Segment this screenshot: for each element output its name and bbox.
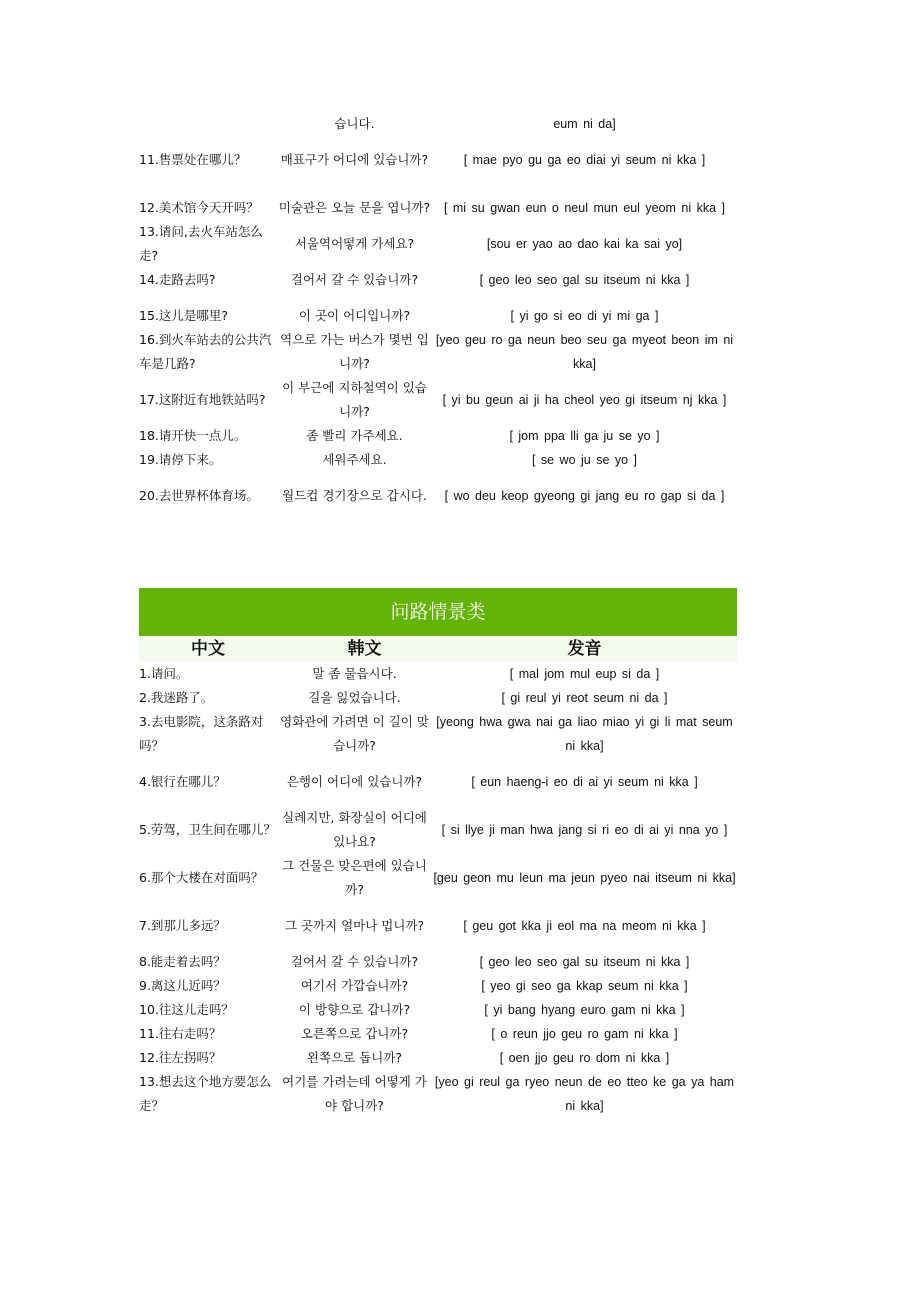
chinese-cell: 5.劳驾，卫生间在哪儿？ xyxy=(139,822,276,837)
chinese-cell: 10.往这儿走吗？ xyxy=(139,1002,234,1017)
korean-cell: 좀 빨리 가주세요. xyxy=(306,428,403,443)
table-row xyxy=(139,304,737,328)
korean-cell: 걸어서 갈 수 있습니까? xyxy=(290,954,419,969)
table-row xyxy=(139,224,737,263)
chinese-cell: 7.到那儿多远？ xyxy=(139,918,226,933)
pronunciation-cell: [geu geon mu leun ma jeun pyeo nai itseum ni kka] xyxy=(433,871,736,885)
pronunciation-cell: [ mi su gwan eun o neul mun eul yeom ni kka ] xyxy=(443,201,726,215)
table-row xyxy=(139,1046,737,1070)
pronunciation-cell: [sou er yao ao dao kai ka sai yo] xyxy=(486,237,683,251)
korean-cell: 이 부근에 지하철역이 있습니까? xyxy=(282,380,427,419)
chinese-cell: 17.这附近有地铁站吗? xyxy=(139,392,266,407)
table-row xyxy=(139,950,737,974)
table-row xyxy=(139,686,737,710)
phrase-table-directions xyxy=(139,662,737,1118)
table-row xyxy=(139,1022,737,1046)
chinese-cell: 13.请问,去火车站怎么走? xyxy=(139,224,263,263)
pronunciation-cell: [ jom ppa lli ga ju se yo ] xyxy=(509,429,660,443)
chinese-cell: 15.这儿是哪里? xyxy=(139,308,229,323)
korean-cell: 걸어서 갈 수 있습니까? xyxy=(290,272,419,287)
header-korean: 韩文 xyxy=(347,639,382,659)
table-row xyxy=(139,424,737,448)
table-row xyxy=(139,472,737,520)
header-chinese: 中文 xyxy=(191,639,225,659)
chinese-cell: 12.往左拐吗？ xyxy=(139,1050,222,1065)
chinese-cell: 1.请问。 xyxy=(139,666,189,681)
chinese-cell: 19.请停下来。 xyxy=(139,452,222,467)
chinese-cell: 6.那个大楼在对面吗？ xyxy=(139,870,264,885)
chinese-cell: 14.走路去吗? xyxy=(139,272,216,287)
chinese-cell: 2.我迷路了。 xyxy=(139,690,214,705)
table-row xyxy=(139,998,737,1022)
korean-cell: 이 방향으로 갑니까? xyxy=(298,1002,411,1017)
korean-cell: 오른쪽으로 갑니까? xyxy=(300,1026,409,1041)
chinese-cell: 4.银行在哪儿？ xyxy=(139,774,226,789)
chinese-cell: 12.美术馆今天开吗？ xyxy=(139,200,259,215)
korean-cell: 길을 잃었습니다. xyxy=(308,690,401,705)
chinese-cell: 13.想去这个地方要怎么走？ xyxy=(139,1074,272,1113)
korean-cell: 영화관에 가려면 이 길이 맞습니까? xyxy=(280,714,429,753)
pronunciation-cell: [yeo geu ro ga neun beo seu ga myeot beon im ni kka] xyxy=(435,333,734,371)
table-row xyxy=(139,974,737,998)
pronunciation-cell: [ mae pyo gu ga eo diai yi seum ni kka ] xyxy=(463,153,706,167)
pronunciation-cell: [yeong hwa gwa nai ga liao miao yi gi li mat seum ni kka] xyxy=(436,715,733,753)
table-row xyxy=(139,662,737,686)
korean-cell: 그 건물은 맞은편에 있습니까? xyxy=(282,858,427,897)
pronunciation-cell: [ si llye ji man hwa jang si ri eo di ai yi nna yo ] xyxy=(441,823,728,837)
pronunciation-cell: [ mal jom mul eup si da ] xyxy=(509,667,660,681)
table-row xyxy=(139,758,737,806)
chinese-cell: 3.去电影院，这条路对吗？ xyxy=(139,714,264,753)
korean-cell: 왼쪽으로 돕니까? xyxy=(306,1050,403,1065)
table-row xyxy=(139,710,737,758)
pronunciation-cell: [ geo leo seo gal su itseum ni kka ] xyxy=(479,273,690,287)
pronunciation-cell: [ wo deu keop gyeong gi jang eu ro gap si da ] xyxy=(444,489,725,503)
table-header-row xyxy=(139,636,737,662)
korean-cell: 습니다. xyxy=(334,116,375,131)
korean-cell: 이 곳이 어디입니까? xyxy=(298,308,411,323)
pronunciation-cell: [ oen jjo geu ro dom ni kka ] xyxy=(499,1051,670,1065)
table-row xyxy=(139,112,737,136)
chinese-cell: 20.去世界杯体育场。 xyxy=(139,488,259,503)
chinese-cell: 18.请开快一点儿。 xyxy=(139,428,247,443)
pronunciation-cell: [yeo gi reul ga ryeo neun de eo tteo ke ga ya ham ni kka] xyxy=(434,1075,735,1113)
table-row xyxy=(139,1070,737,1118)
pronunciation-cell: [ geo leo seo gal su itseum ni kka ] xyxy=(479,955,690,969)
korean-cell: 실례지만, 화장실이 어디에 있나요? xyxy=(282,810,427,849)
chinese-cell: 11.往右走吗？ xyxy=(139,1026,222,1041)
korean-cell: 매표구가 어디에 있습니까? xyxy=(280,152,429,167)
phrase-table-transport xyxy=(139,112,737,520)
table-row xyxy=(139,448,737,472)
korean-cell: 서울역어떻게 가세요? xyxy=(294,236,415,251)
header-pronunciation: 发音 xyxy=(567,639,602,659)
korean-cell: 그 곳까지 얼마나 멉니까? xyxy=(284,918,425,933)
section-title-banner: 问路情景类 xyxy=(139,588,737,636)
korean-cell: 은행이 어디에 있습니까? xyxy=(286,774,423,789)
table-row xyxy=(139,136,737,184)
chinese-cell: 9.离这儿近吗？ xyxy=(139,978,226,993)
pronunciation-cell: [ eun haeng-i eo di ai yi seum ni kka ] xyxy=(471,775,698,789)
table-row xyxy=(139,854,737,902)
chinese-cell: 11.售票处在哪儿？ xyxy=(139,152,247,167)
korean-cell: 말 좀 물읍시다. xyxy=(312,666,397,681)
table-row xyxy=(139,902,737,950)
pronunciation-cell: [ se wo ju se yo ] xyxy=(531,453,638,467)
chinese-cell: 8.能走着去吗？ xyxy=(139,954,226,969)
table-row xyxy=(139,376,737,424)
pronunciation-cell: [ yeo gi seo ga kkap seum ni kka ] xyxy=(481,979,688,993)
korean-cell: 세워주세요. xyxy=(322,452,387,467)
pronunciation-cell: [ geu got kka ji eol ma na meom ni kka ] xyxy=(463,919,706,933)
table-row xyxy=(139,328,737,376)
korean-cell: 여기를 가려는데 어떻게 가야 합니까? xyxy=(282,1074,427,1113)
pronunciation-cell: [ yi go si eo di yi mi ga ] xyxy=(510,309,659,323)
table-row xyxy=(139,806,737,854)
korean-cell: 미술관은 오늘 문을 엽니까? xyxy=(278,200,431,215)
pronunciation-cell: [ o reun jjo geu ro gam ni kka ] xyxy=(491,1027,678,1041)
korean-cell: 역으로 가는 버스가 몇번 입니까? xyxy=(280,332,429,371)
pronunciation-cell: [ yi bu geun ai ji ha cheol yeo gi itseum nj kka ] xyxy=(442,393,727,407)
pronunciation-cell: [ gi reul yi reot seum ni da ] xyxy=(501,691,668,705)
pronunciation-cell: eum ni da] xyxy=(553,117,616,131)
korean-cell: 여기서 가깝습니까? xyxy=(300,978,409,993)
korean-cell: 월드컵 경기장으로 갑시다. xyxy=(282,488,427,503)
pronunciation-cell: [ yi bang hyang euro gam ni kka ] xyxy=(484,1003,685,1017)
chinese-cell: 16.到火车站去的公共汽车是几路? xyxy=(139,332,272,371)
